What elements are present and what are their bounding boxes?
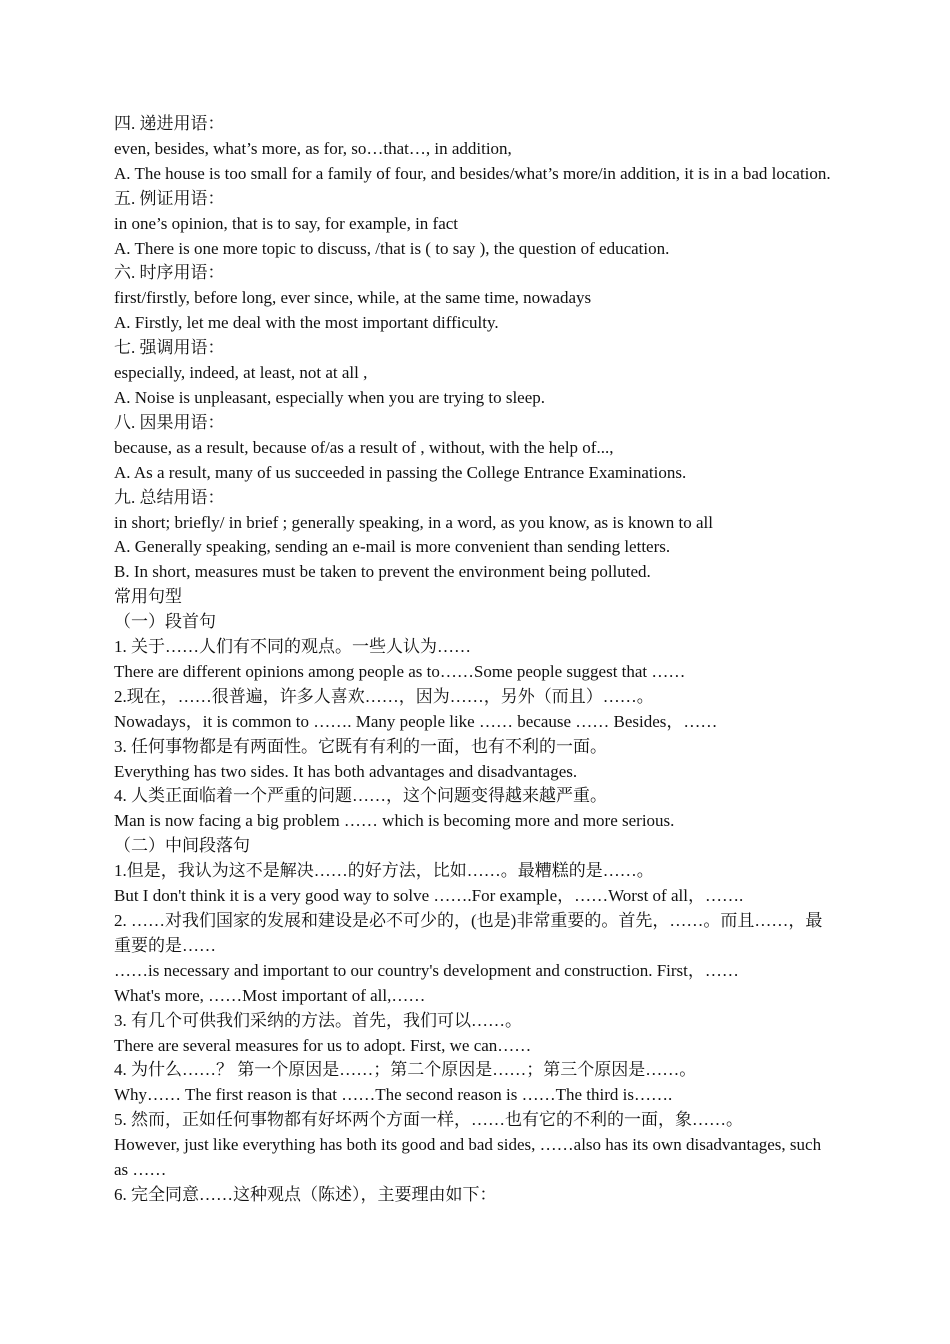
- example-line: A. There is one more topic to discuss, /that is ( to say ), the question of education.: [114, 238, 670, 258]
- text-line: 1.但是，我认为这不是解决……的好方法，比如……。最糟糕的是……。: [114, 861, 654, 881]
- text-line: But I don't think it is a very good way to solve …….For example，……Worst of all，…….: [114, 886, 744, 906]
- example-line: A. The house is too small for a family of four, and besides/what’s more/in addition, it is in a bad location.: [114, 163, 831, 183]
- text-line: in one’s opinion, that is to say, for example, in fact: [114, 213, 459, 233]
- example-line: A. Noise is unpleasant, especially when you are trying to sleep.: [114, 387, 546, 407]
- text-line: first/firstly, before long, ever since, while, at the same time, nowadays: [114, 288, 592, 308]
- text-line: even, besides, what’s more, as for, so…that…, in addition,: [114, 138, 512, 158]
- heading-emphasis: 七. 强调用语：: [114, 338, 225, 358]
- document-body: [114, 112, 836, 1208]
- text-line: because, as a result, because of/as a result of , without, with the help of...,: [114, 437, 614, 457]
- subsection-title: （二）中间段落句: [114, 836, 250, 856]
- text-line: 3. 任何事物都是有两面性。它既有有利的一面，也有不利的一面。: [114, 736, 607, 756]
- heading-summary: 九. 总结用语：: [114, 487, 225, 507]
- example-line: A. Firstly, let me deal with the most important difficulty.: [114, 313, 499, 333]
- text-line: 2. ……对我们国家的发展和建设是必不可少的，(也是)非常重要的。首先，……。而且……，最重要的是……: [114, 911, 823, 955]
- text-line: 3. 有几个可供我们采纳的方法。首先，我们可以……。: [114, 1010, 522, 1030]
- heading-sequence: 六. 时序用语：: [114, 263, 225, 283]
- example-line: B. In short, measures must be taken to prevent the environment being polluted.: [114, 562, 651, 582]
- example-line: A. As a result, many of us succeeded in passing the College Entrance Examinations.: [114, 462, 687, 482]
- text-line: Everything has two sides. It has both advantages and disadvantages.: [114, 761, 578, 781]
- text-line: 2.现在，……很普遍，许多人喜欢……，因为……，另外（而且）……。: [114, 686, 654, 706]
- text-line: 4. 为什么……？ 第一个原因是……；第二个原因是……；第三个原因是……。: [114, 1060, 697, 1080]
- subsection-title: （一）段首句: [114, 612, 216, 632]
- text-line: What's more, ……Most important of all,……: [114, 985, 426, 1005]
- text-line: Why…… The first reason is that ……The second reason is ……The third is…….: [114, 1085, 673, 1105]
- heading-cause-effect: 八. 因果用语：: [114, 412, 225, 432]
- text-line: in short; briefly/ in brief ; generally speaking, in a word, as you know, as is known to all: [114, 512, 713, 532]
- text-line: 1. 关于……人们有不同的观点。一些人认为……: [114, 637, 471, 657]
- text-line: There are different opinions among people as to……Some people suggest that ……: [114, 661, 686, 681]
- text-line: especially, indeed, at least, not at all ,: [114, 363, 368, 383]
- example-line: A. Generally speaking, sending an e-mail is more convenient than sending letters.: [114, 537, 671, 557]
- section-title: 常用句型: [114, 587, 182, 607]
- text-line: Nowadays，it is common to ……. Many people like …… because …… Besides，……: [114, 711, 718, 731]
- text-line: 5. 然而，正如任何事物都有好坏两个方面一样，……也有它的不利的一面，象……。: [114, 1110, 743, 1130]
- text-line: 6. 完全同意……这种观点（陈述），主要理由如下：: [114, 1184, 497, 1204]
- text-line: Man is now facing a big problem …… which is becoming more and more serious.: [114, 811, 675, 831]
- text-line: ……is necessary and important to our country's development and construction. First，……: [114, 960, 739, 980]
- heading-progression: 四. 递进用语：: [114, 114, 225, 133]
- text-line: There are several measures for us to adopt. First, we can……: [114, 1035, 532, 1055]
- heading-exemplification: 五. 例证用语：: [114, 188, 225, 208]
- text-line: 4. 人类正面临着一个严重的问题……，这个问题变得越来越严重。: [114, 786, 607, 806]
- text-line: However, just like everything has both its good and bad sides, ……also has its own disadvantages, such as ……: [114, 1135, 822, 1180]
